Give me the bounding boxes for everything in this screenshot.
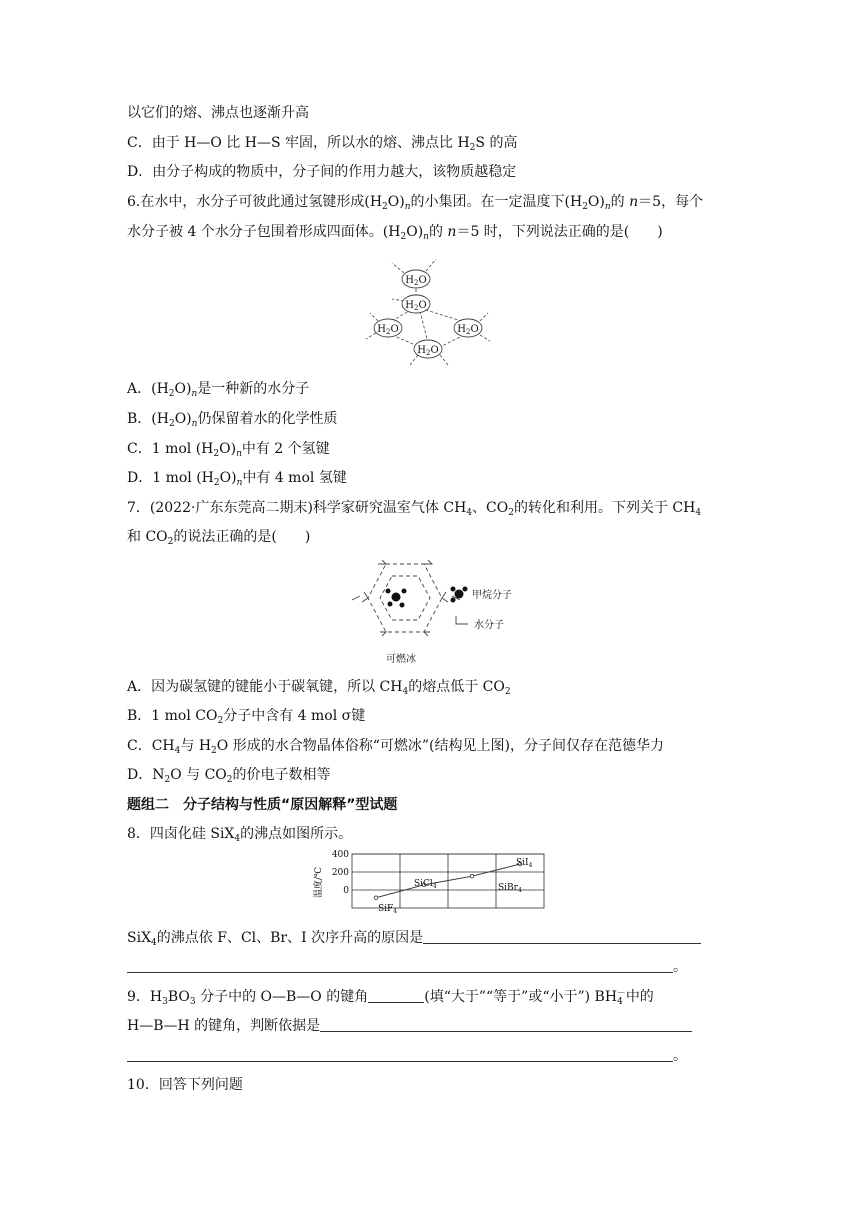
- svg-text:H2O: $H_2O$: [457, 324, 479, 336]
- label-SiCl4: SiCl$_4$: [414, 879, 437, 890]
- q9-reason-blank-2[interactable]: [127, 1047, 673, 1062]
- q6-option-d: D．1 mol $(H_2O)_n$中有 4 mol 氢键: [127, 470, 347, 488]
- q9-stem-line1: 9．$H_3BO_3$ 分子中的 O—B—O 的键角 (填“大于”“等于”或“小于”) $BH_4^-$中的: [127, 989, 654, 1007]
- label-SiF4: SiF$_4$: [378, 904, 398, 914]
- q6-stem-line2: 水分子被 4 个水分子包围着形成四面体。$(H_2O)_n$的 n＝5 时，下列说法正确的是( ): [127, 224, 663, 242]
- svg-text:H2O: $H_2O$: [377, 324, 399, 336]
- label-SiI4: SiI$_4$: [516, 858, 533, 869]
- q8-stem: 8．四卤化硅 SiX$_4$的沸点如图所示。: [127, 826, 353, 844]
- q8-answer-line1: SiX$_4$的沸点依 F、Cl、Br、I 次序升高的原因是: [127, 928, 701, 948]
- section-heading-group2: 题组二 分子结构与性质“原因解释”型试题: [127, 797, 398, 813]
- y-tick-label: 400: [331, 850, 349, 860]
- ice-cage-inner: [380, 576, 430, 620]
- q7-option-a: A．因为碳氢键的键能小于碳氧键，所以 $CH_4$的熔点低于 $CO_2$: [127, 679, 511, 697]
- methane-legend-icon: [451, 587, 468, 603]
- q7-option-b: B．1 mol $CO_2$分子中含有 4 mol σ键: [127, 708, 366, 726]
- q9-angle-blank[interactable]: [368, 988, 424, 1003]
- q7-stem-line2: 和 $CO_2$的说法正确的是( ): [127, 529, 311, 547]
- water-legend-icon: [456, 616, 468, 624]
- y-tick-label: 200: [331, 868, 349, 878]
- legend-methane: 甲烷分子: [472, 590, 512, 601]
- q7-option-d: D．$N_2O$ 与 $CO_2$的价电子数相等: [127, 767, 331, 785]
- q6-option-b: B．$(H_2O)_n$仍保留着水的化学性质: [127, 411, 338, 429]
- q5-option-c: C．由于 H—O 比 H—S 牢固，所以水的熔、沸点比 $H_2S$ 的高: [127, 135, 518, 153]
- figure-caption: 可燃冰: [386, 654, 416, 665]
- q8-answer-line2: 。: [127, 957, 687, 977]
- data-point-SiF4: [374, 896, 378, 900]
- svg-text:H2O: $H_2O$: [405, 300, 427, 312]
- q6-stem-line1: 6.在水中，水分子可彼此通过氢键形成$(H_2O)_n$的小集团。在一定温度下$(H_2O)_n$的 n＝5，每个: [127, 194, 704, 212]
- q7-option-c: C．$CH_4$与 $H_2O$ 形成的水合物晶体俗称“可燃冰”(结构见上图)，分子间仅存在范德华力: [127, 738, 664, 756]
- svg-text:H2O: $H_2O$: [417, 345, 439, 357]
- methane-molecule-in-cage: [386, 589, 407, 608]
- q9-stem-line2: H—B—H 的键角，判断依据是: [127, 1016, 692, 1036]
- q5-option-d: D．由分子构成的物质中，分子间的作用力越大，该物质越稳定: [127, 164, 517, 180]
- combustible-ice-diagram: [338, 560, 528, 668]
- label-SiBr4: SiBr$_4$: [498, 883, 522, 894]
- q10-stem: 10．回答下列问题: [127, 1077, 243, 1093]
- y-tick-label: 0: [343, 886, 349, 896]
- q9-stem-line3: 。: [127, 1046, 687, 1066]
- water-cluster-diagram: [364, 255, 492, 367]
- chart-ylabel: 温度/℃: [314, 866, 324, 898]
- q8-answer-blank-1[interactable]: [423, 929, 701, 944]
- legend-water: 水分子: [474, 620, 504, 631]
- data-point-SiBr4: [470, 874, 474, 878]
- q9-reason-blank-1[interactable]: [320, 1017, 692, 1032]
- ice-cage-outer: [368, 564, 442, 632]
- q6-option-c: C．1 mol $(H_2O)_n$中有 2 个氢键: [127, 441, 330, 459]
- svg-text:H2O: $H_2O$: [405, 275, 427, 287]
- q8-answer-blank-2[interactable]: [127, 958, 673, 973]
- six4-boiling-point-chart: [308, 850, 548, 914]
- q5-continuation: 以它们的熔、沸点也逐渐升高: [127, 105, 309, 121]
- q6-option-a: A．$(H_2O)_n$是一种新的水分子: [127, 381, 310, 399]
- q7-stem-line1: 7．(2022·广东东莞高二期末)科学家研究温室气体 $CH_4$、$CO_2$的转化和利用。下列关于 $CH_4$: [127, 500, 702, 518]
